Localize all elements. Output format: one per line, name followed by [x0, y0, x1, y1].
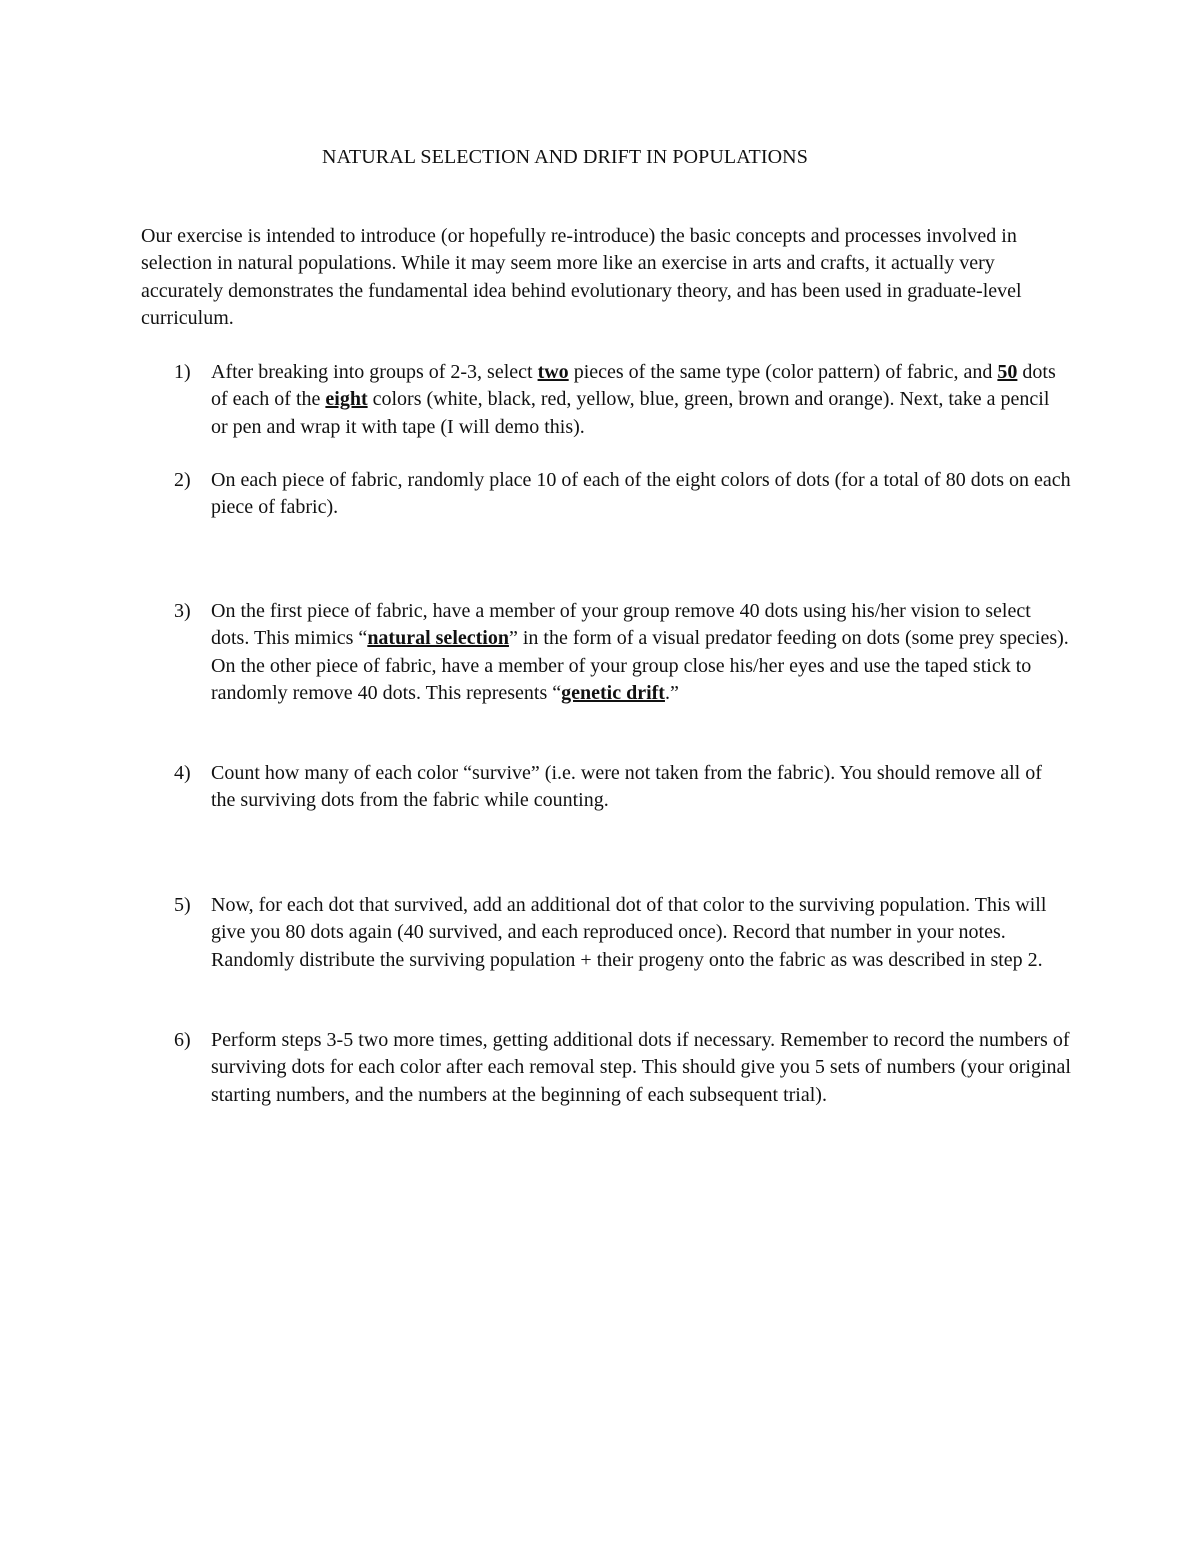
document-title: NATURAL SELECTION AND DRIFT IN POPULATIONS: [322, 146, 808, 168]
step-text: [211, 598, 1071, 708]
step-number: 3): [174, 600, 191, 622]
step-number: 2): [174, 469, 191, 491]
emphasis-eight: eight: [325, 388, 368, 411]
emphasis-two: two: [537, 361, 569, 383]
emphasis-genetic-drift: genetic drift: [561, 682, 665, 705]
step-text: Perform steps 3-5 two more times, getting additional dots if necessary. Remember to record the numbers of surviving dots for each color after each removal step. This should give you 5 sets of numbers (your original starting numbers, and the numbers at the beginning of each subsequent trial).: [211, 1029, 1071, 1106]
emphasis-natural-selection: natural selection: [367, 627, 509, 650]
step-text-part: On the first piece of fabric, have a member of your group remove 40 dots using his/her vision to select dots. This mimics “: [211, 600, 1031, 650]
step-text: Now, for each dot that survived, add an additional dot of that color to the surviving population. This will give you 80 dots again (40 survived, and each reproduced once). Record that number in your notes. Randomly distribute the surviving population + their progeny onto the fabric as was described in step 2.: [211, 894, 1047, 971]
step-text-part: pieces of the same type (color pattern) of fabric, and: [568, 361, 998, 383]
step-text-part: ” in the form of a visual predator feeding on dots (some prey species). On the other piece of fabric, have a member of your group close his/her eyes and use the taped stick to randomly remove 40 dots. This represents “: [211, 627, 1069, 705]
step-text-part: dots of each of the: [211, 361, 1056, 411]
step-number: 6): [174, 1029, 191, 1051]
step-number: 4): [174, 762, 191, 784]
step-text-part: After breaking into groups of 2-3, select: [211, 361, 538, 383]
step-text-part: colors (white, black, red, yellow, blue, green, brown and orange). Next, take a pencil or pen and wrap it with tape (I will demo this).: [211, 388, 1050, 438]
step-number: 5): [174, 894, 191, 916]
intro-paragraph: Our exercise is intended to introduce (or hopefully re-introduce) the basic concepts and processes involved in selection in natural populations. While it may seem more like an exercise in arts and crafts, it actually very accurately demonstrates the fundamental idea behind evolutionary theory, and has been used in graduate-level curriculum.: [141, 225, 1022, 330]
step-text-part: .”: [664, 682, 679, 705]
emphasis-fifty: 50: [997, 361, 1018, 383]
step-text: [211, 359, 1071, 441]
step-number: 1): [174, 361, 191, 383]
step-text: On each piece of fabric, randomly place 10 of each of the eight colors of dots (for a total of 80 dots on each piece of fabric).: [211, 469, 1071, 519]
step-text: Count how many of each color “survive” (i.e. were not taken from the fabric). You should remove all of the surviving dots from the fabric while counting.: [211, 762, 1042, 812]
